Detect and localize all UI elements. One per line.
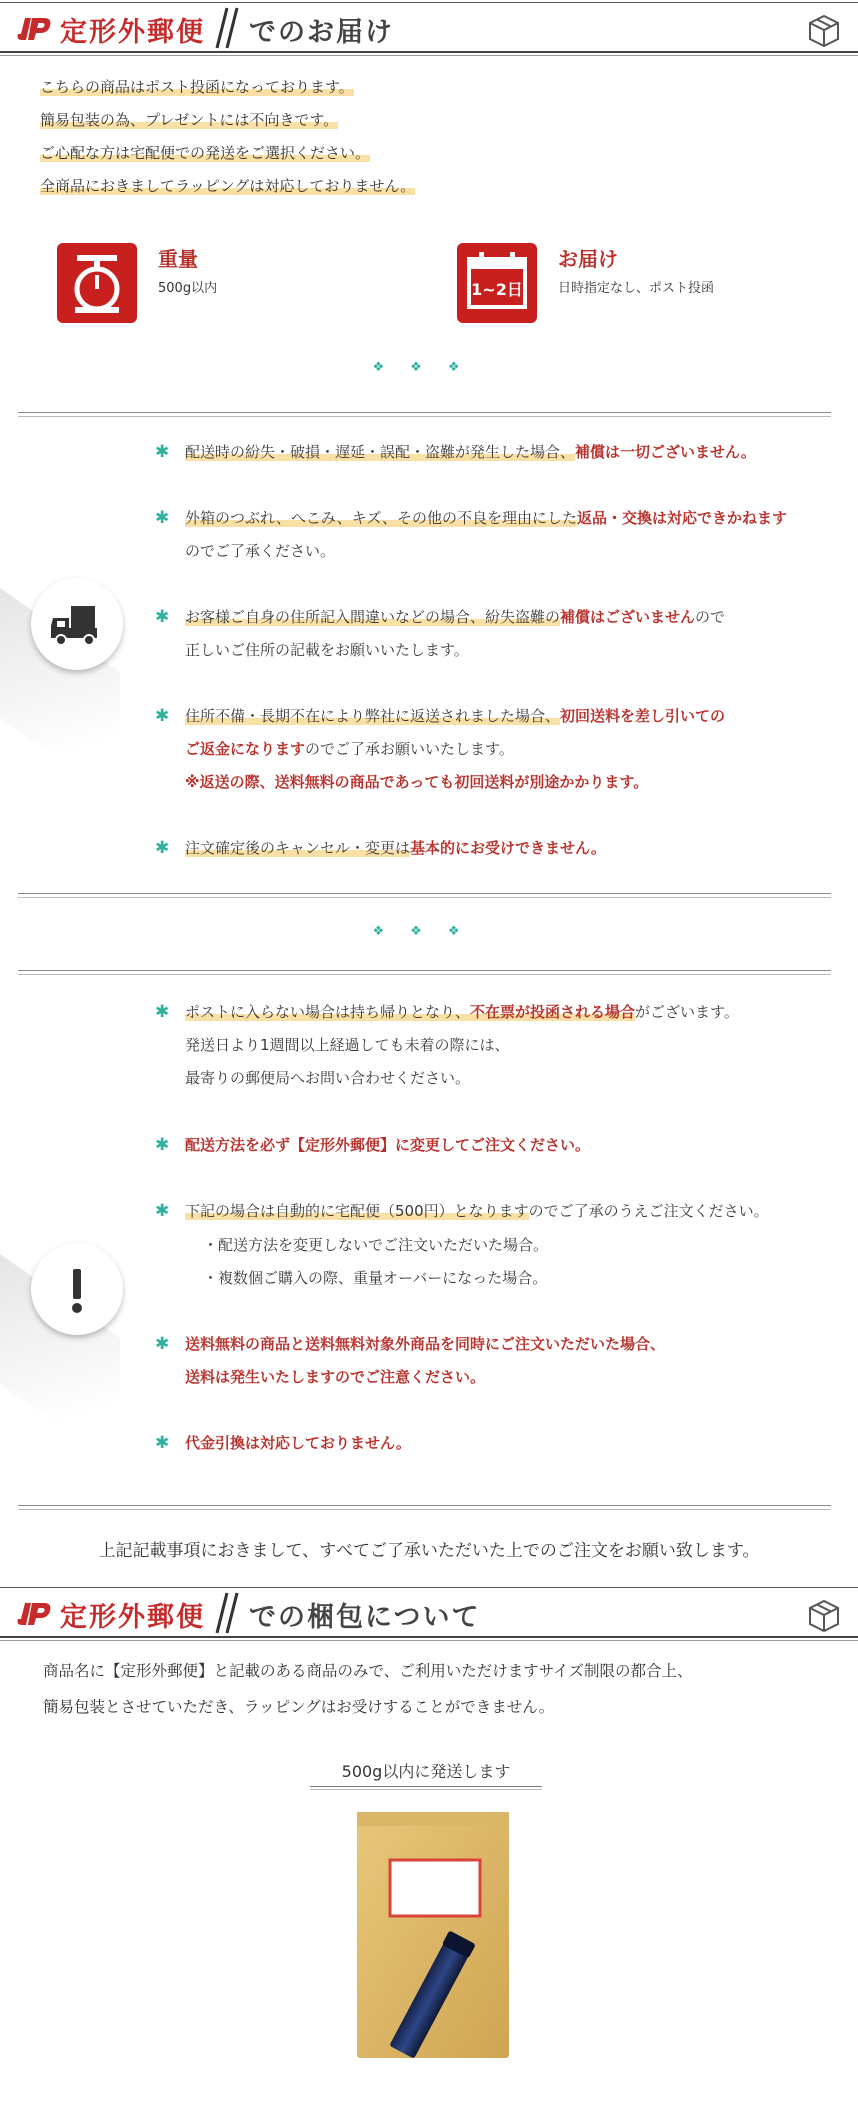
weight-caption: 500g以内に発送します	[310, 1759, 542, 1782]
teal-asterisk-icon: ✱	[155, 1201, 170, 1221]
delivery-icon-box	[457, 243, 537, 323]
decorative-diamonds: ❖❖❖	[372, 924, 486, 939]
double-slash-icon	[213, 1591, 243, 1635]
header-top-rule	[0, 1587, 858, 1588]
section-divider	[18, 1505, 831, 1510]
header-bottom-rule-thin	[0, 1640, 858, 1641]
teal-asterisk-icon: ✱	[155, 706, 170, 726]
closing-note: 上記記載事項におきまして、すべてご了承いただいた上でのご注文をお願い致します。	[98, 1541, 760, 1561]
exclamation-icon	[31, 1243, 123, 1335]
header-top-rule	[0, 2, 858, 3]
weight-icon-box	[57, 243, 137, 323]
teal-asterisk-icon: ✱	[155, 1334, 170, 1354]
header-suffix: での梱包について	[249, 1602, 481, 1633]
calendar-icon	[457, 243, 537, 323]
teal-asterisk-icon: ✱	[155, 508, 170, 528]
truck-icon	[31, 578, 123, 670]
header-delivery	[0, 0, 858, 58]
intro-line: こちらの商品はポスト投函になっております。	[40, 78, 354, 96]
envelope-product-image	[345, 1808, 520, 2068]
intro-line: 全商品におきましてラッピングは対応しておりません。	[40, 177, 416, 195]
teal-asterisk-icon: ✱	[155, 838, 170, 858]
weight-value: 500g以内	[158, 281, 218, 296]
package-box-icon	[804, 10, 844, 50]
teal-asterisk-icon: ✱	[155, 607, 170, 627]
intro-text	[40, 71, 820, 203]
header-packing	[0, 1585, 858, 1643]
intro-line: 簡易包装の為、プレゼントには不向きです。	[40, 111, 339, 129]
jp-post-logo-icon	[14, 1599, 54, 1627]
header-bottom-rule	[0, 51, 858, 53]
teal-asterisk-icon: ✱	[155, 1433, 170, 1453]
weight-title: 重量	[158, 247, 198, 271]
header-suffix: でのお届け	[249, 17, 394, 48]
delivery-value: 日時指定なし、ポスト投函	[558, 281, 715, 296]
packing-line: 簡易包装とさせていただき、ラッピングはお受けすることができません。	[43, 1698, 555, 1716]
calendar-label: 1~2日	[471, 280, 523, 299]
teal-asterisk-icon: ✱	[155, 442, 170, 462]
scale-icon	[57, 243, 137, 323]
section-divider	[18, 970, 831, 975]
header-bottom-rule-thin	[0, 55, 858, 56]
packing-text	[43, 1653, 843, 1725]
decorative-diamonds: ❖❖❖	[372, 360, 486, 375]
header-brand: 定形外郵便	[60, 17, 205, 48]
delivery-title: お届け	[558, 247, 618, 271]
packing-line: 商品名に【定形外郵便】と記載のある商品のみで、ご利用いただけますサイズ制限の都合上、	[43, 1662, 693, 1680]
jp-post-logo-icon	[14, 14, 54, 42]
header-brand: 定形外郵便	[60, 1602, 205, 1633]
intro-line: ご心配な方は宅配便での発送をご選択ください。	[40, 144, 371, 162]
header-bottom-rule	[0, 1636, 858, 1638]
teal-asterisk-icon: ✱	[155, 1002, 170, 1022]
package-box-icon	[804, 1595, 844, 1635]
section-divider	[18, 893, 831, 898]
teal-asterisk-icon: ✱	[155, 1135, 170, 1155]
exclamation-badge	[31, 1243, 123, 1335]
double-slash-icon	[213, 6, 243, 50]
section-divider	[18, 412, 831, 417]
truck-badge	[31, 578, 123, 670]
